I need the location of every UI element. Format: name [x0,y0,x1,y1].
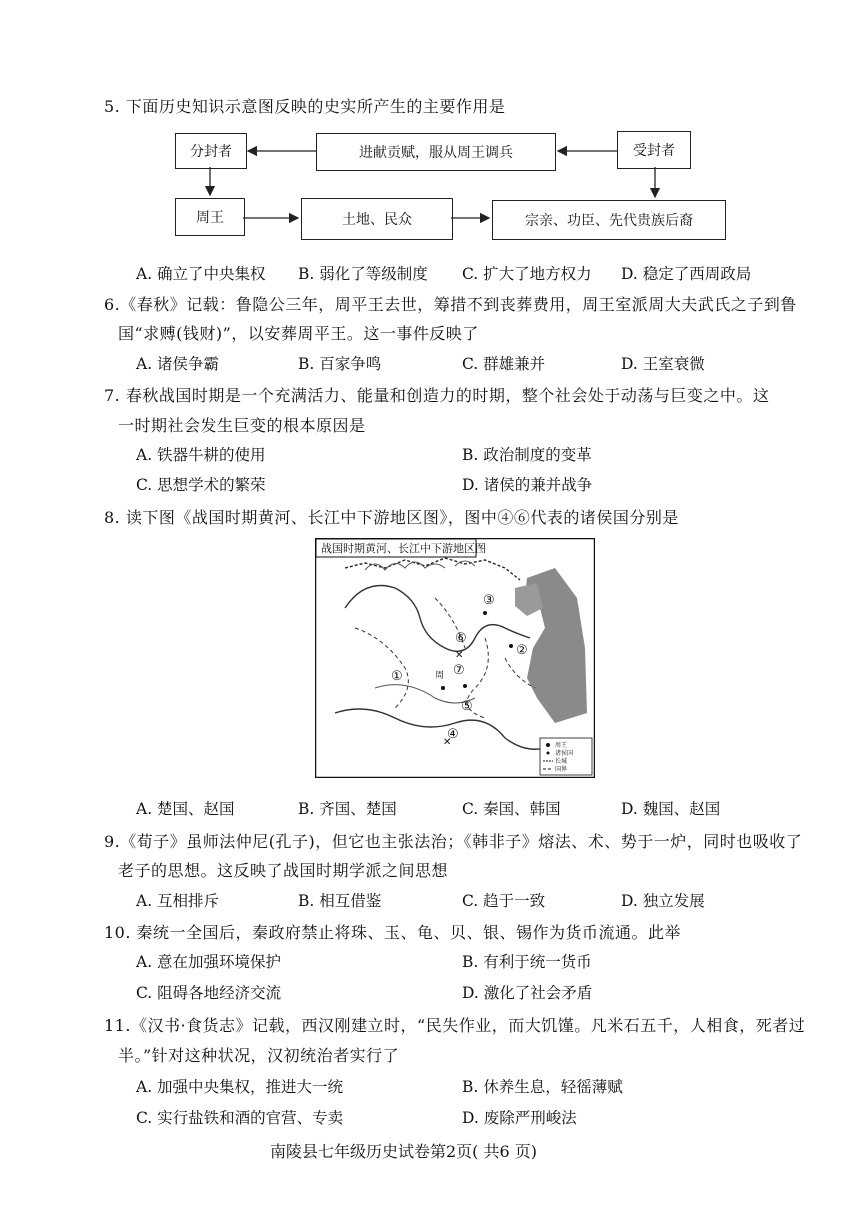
map-label-1: ① [391,669,403,684]
battle-marker: ✕ [455,650,464,661]
q11-option-b: B. 休养生息，轻徭薄赋 [462,1078,623,1096]
q6-line2: 国“求赙(钱财)”，以安葬周平王。这一事件反映了 [118,324,479,343]
q9-option-d: D. 独立发展 [621,892,705,910]
q9-option-a: A. 互相排斥 [136,892,220,910]
q10-option-a: A. 意在加强环境保护 [136,953,282,971]
q11-option-d: D. 废除严刑峻法 [462,1109,577,1127]
q7-line1: 7. 春秋战国时期是一个充满活力、能量和创造力的时期，整个社会处于动荡与巨变之中。这 [104,386,770,405]
q5-stem: 5. 下面历史知识示意图反映的史实所产生的主要作用是 [104,97,506,116]
map-label-7: ⑦ [453,663,465,678]
q11-line1: 11.《汉书·食货志》记载，西汉刚建立时，“民失作业，而大饥馑。凡米石五千，人相食，死者过 [104,1016,806,1035]
map-label-5: ⑤ [461,699,473,714]
q11-option-a: A. 加强中央集权，推进大一统 [136,1078,344,1096]
q7-option-d: D. 诸侯的兼并战争 [462,476,593,494]
q6-option-c: C. 群雄兼并 [462,355,546,373]
capital-marker [441,686,445,690]
q8-option-a: A. 楚国、赵国 [136,800,235,818]
q5-option-d: D. 稳定了西周政局 [621,265,752,283]
box-zhouwang: 周王 [175,198,245,236]
q8-option-c: C. 秦国、韩国 [462,800,561,818]
box-fenfengzhe: 分封者 [175,133,247,169]
warring-states-map [315,538,595,778]
q7-option-a: A. 铁器牛耕的使用 [136,446,266,464]
q11-line2: 半。”针对这种状况，汉初统治者实行了 [118,1046,400,1065]
legend-state: 诸侯国 [555,750,574,757]
q7-line2: 一时期社会发生巨变的根本原因是 [118,416,366,435]
q9-line1: 9.《荀子》虽师法仲尼(孔子)，但它也主张法治；《韩非子》熔法、术、势于一炉，同时也吸收了 [104,832,803,851]
capital-marker [509,644,513,648]
q10-stem: 10. 秦统一全国后，秦政府禁止将珠、玉、龟、贝、银、锡作为货币流通。此举 [104,923,682,942]
q6-option-d: D. 王室衰微 [621,355,705,373]
map-label-2: ② [516,643,528,658]
q6-option-b: B. 百家争鸣 [298,355,382,373]
box-land: 土地、民众 [301,198,453,240]
q8-stem: 8. 读下图《战国时期黄河、长江中下游地区图》，图中④⑥代表的诸侯国分别是 [104,508,679,527]
map-label-4: ④ [447,727,459,742]
q5-option-a: A. 确立了中央集权 [136,265,266,283]
q10-option-b: B. 有利于统一货币 [462,953,592,971]
box-shoufengzhe: 受封者 [617,131,691,169]
q10-option-d: D. 激化了社会矛盾 [462,984,593,1002]
capital-marker [463,684,467,688]
q9-option-c: C. 趋于一致 [462,892,546,910]
page-footer: 南陵县七年级历史试卷第2页( 共6 页) [270,1142,538,1161]
capital-marker [483,611,487,615]
map-title: 战国时期黄河、长江中下游地区图 [321,542,486,555]
legend-wall: 长城 [555,758,568,765]
map-label-3: ③ [483,593,495,608]
legend-zhouwang: 周王 [555,742,568,749]
box-nobles: 宗亲、功臣、先代贵族后裔 [492,200,726,240]
q7-option-c: C. 思想学术的繁荣 [136,476,266,494]
q8-option-d: D. 魏国、赵国 [621,800,721,818]
q11-option-c: C. 实行盐铁和酒的官营、专卖 [136,1109,344,1127]
q7-option-b: B. 政治制度的变革 [462,446,592,464]
q6-option-a: A. 诸侯争霸 [136,355,220,373]
battle-marker: ✕ [443,737,452,748]
q9-line2: 老子的思想。这反映了战国时期学派之间思想 [118,861,449,880]
q10-option-c: C. 阻碍各地经济交流 [136,984,282,1002]
map-label-zhou: 周 [435,671,445,681]
map-svg [315,538,595,778]
legend-border: 国界 [555,766,568,773]
q9-option-b: B. 相互借鉴 [298,892,382,910]
box-tribute: 进献贡赋，服从周王调兵 [316,133,556,171]
diagram-arrows [0,0,867,260]
q5-option-c: C. 扩大了地方权力 [462,265,592,283]
map-label-6: ⑥ [455,631,467,646]
q5-option-b: B. 弱化了等级制度 [298,265,428,283]
q8-option-b: B. 齐国、楚国 [298,800,397,818]
q6-line1: 6.《春秋》记载：鲁隐公三年，周平王去世，筹措不到丧葬费用，周王室派周大夫武氏之子到鲁 [104,295,797,314]
